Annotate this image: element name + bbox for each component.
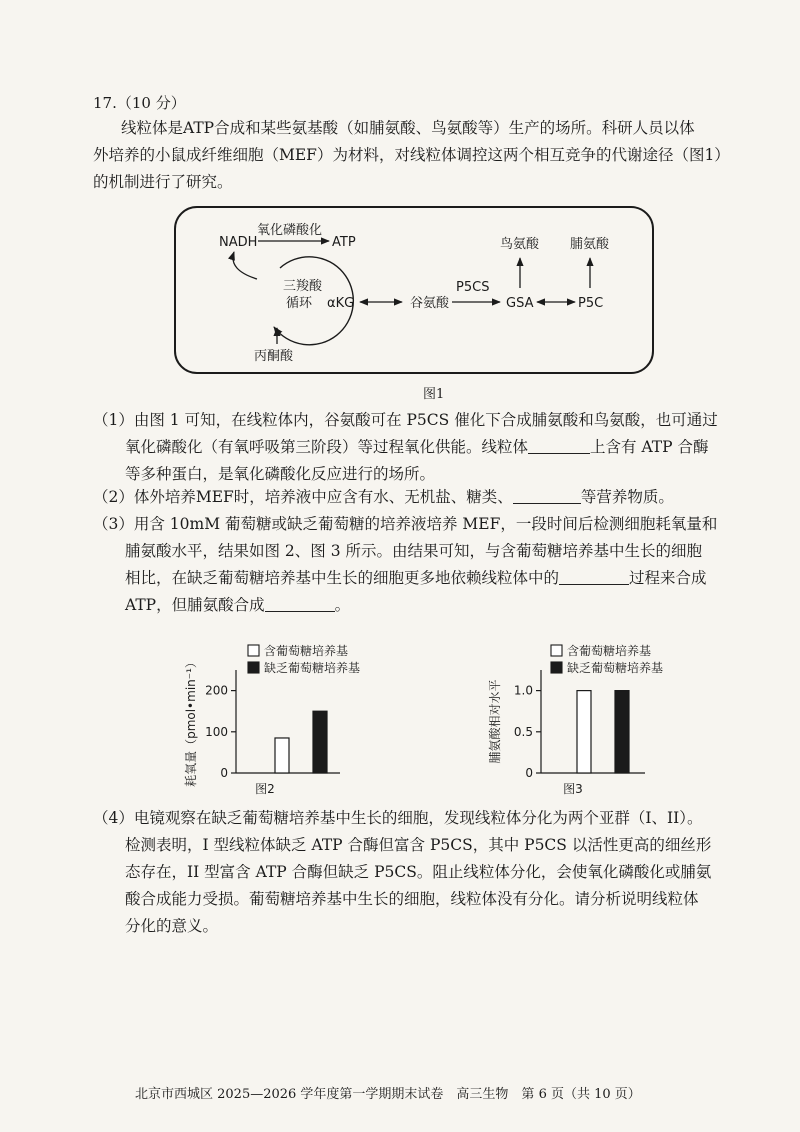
question-header <box>93 92 186 113</box>
figure3-ylabel: 脯氨酸相对水平 <box>488 679 502 764</box>
intro-line: 外培养的小鼠成纤维细胞（MEF）为材料，对线粒体调控这两个相互竞争的代谢途径（图1） <box>93 146 730 164</box>
label-nadh: NADH <box>219 235 258 250</box>
label-proline: 脯氨酸 <box>570 237 610 252</box>
figure3-chart <box>485 640 725 800</box>
legend-label: 缺乏葡萄糖培养基 <box>567 661 664 675</box>
y-tick-label: 200 <box>205 683 228 698</box>
figure1-diagram <box>170 200 660 380</box>
bar-with-glucose <box>577 691 591 773</box>
answer-blank-4[interactable] <box>265 595 335 612</box>
legend-swatch <box>248 645 259 656</box>
label-tca-1: 三羧酸 <box>283 279 323 294</box>
label-ornithine: 鸟氨酸 <box>500 237 540 252</box>
bar-without-glucose <box>313 711 327 773</box>
part4 <box>93 805 733 940</box>
bar-with-glucose <box>275 738 289 773</box>
y-tick-label: 100 <box>205 724 228 739</box>
label-p5cs: P5CS <box>456 280 490 295</box>
legend-swatch <box>551 645 562 656</box>
answer-blank-3[interactable] <box>559 568 629 585</box>
y-tick-label: 0 <box>525 766 533 780</box>
legend-swatch <box>551 662 562 673</box>
figure1-caption: 图1 <box>423 387 445 402</box>
figure2-chart <box>180 640 425 800</box>
legend-label: 缺乏葡萄糖培养基 <box>264 661 361 675</box>
legend-swatch <box>248 662 259 673</box>
page-footer: 北京市西城区 2025—2026 学年度第一学期期末试卷 高三生物 第 6 页（共 10 页） <box>135 1087 641 1102</box>
legend-label: 含葡萄糖培养基 <box>567 644 652 658</box>
y-tick-label: 0.5 <box>513 724 533 739</box>
question-score: （10 分） <box>116 94 186 112</box>
label-atp: ATP <box>332 235 356 250</box>
part3-line: （3）用含 10mM 葡萄糖或缺乏葡萄糖的培养液培养 MEF，一段时间后检测细胞耗氧量和 <box>93 515 718 533</box>
legend-label: 含葡萄糖培养基 <box>264 644 349 658</box>
y-tick-label: 1.0 <box>513 683 533 698</box>
label-tca-2: 循环 <box>286 296 313 311</box>
answer-blank-1[interactable] <box>528 437 590 454</box>
question-number: 17. <box>93 94 117 112</box>
y-tick-label: 0 <box>220 766 228 780</box>
part1 <box>93 407 733 488</box>
figure2-title: 图2 <box>255 782 275 796</box>
question-intro <box>93 115 733 199</box>
label-glutamate: 谷氨酸 <box>410 296 450 311</box>
part4-line: 检测表明，I 型线粒体缺乏 ATP 合酶但富含 P5CS，其中 P5CS 以活性更高的细丝形 <box>125 836 712 854</box>
label-oxphos: 氧化磷酸化 <box>257 223 323 238</box>
intro-line: 的机制进行了研究。 <box>93 173 233 191</box>
part1-line: （1）由图 1 可知，在线粒体内，谷氨酸可在 P5CS 催化下合成脯氨酸和鸟氨酸，也可通过 <box>93 411 718 429</box>
part4-line: 态存在，II 型富含 ATP 合酶但缺乏 P5CS。阻止线粒体分化，会使氧化磷酸化或脯氨 <box>125 863 712 881</box>
figure2-ylabel: 耗氧量（pmol•min⁻¹） <box>184 656 198 787</box>
mitochondrion-outline <box>175 207 653 373</box>
part1-line: 等多种蛋白，是氧化磷酸化反应进行的场所。 <box>125 465 436 483</box>
part3: （3）用含 10mM 葡萄糖或缺乏葡萄糖的培养液培养 MEF，一段时间后检测细胞耗氧量和 脯氨酸水平，结果如图 2、图 3 所示。由结果可知，与含葡萄糖培养基中生长的细胞 相比，在缺乏葡萄糖培养基中生长的细胞更多地依赖线粒体中的 过程来合成 ATP，但脯氨酸合成 。 <box>93 511 733 619</box>
bar-without-glucose <box>615 691 629 773</box>
label-p5c: P5C <box>578 296 604 311</box>
part4-line: 酸合成能力受损。葡萄糖培养基中生长的细胞，线粒体没有分化。请分析说明线粒体 <box>125 890 699 908</box>
part4-line: 分化的意义。 <box>125 917 219 935</box>
label-akg: αKG <box>327 296 355 311</box>
part3-line: 脯氨酸水平，结果如图 2、图 3 所示。由结果可知，与含葡萄糖培养基中生长的细胞 <box>125 542 703 560</box>
answer-blank-2[interactable] <box>513 487 581 504</box>
part1-line-2: 氧化磷酸化（有氧呼吸第三阶段）等过程氧化供能。线粒体 上含有 ATP 合酶 <box>125 438 709 456</box>
label-gsa: GSA <box>506 296 534 311</box>
label-pyruvate: 丙酮酸 <box>254 349 294 364</box>
part4-line: （4）电镜观察在缺乏葡萄糖培养基中生长的细胞，发现线粒体分化为两个亚群（I、II）。 <box>93 809 703 827</box>
arrow-tca-to-nadh <box>233 252 257 279</box>
part2: （2）体外培养MEF时，培养液中应含有水、无机盐、糖类、 等营养物质。 <box>93 488 674 506</box>
intro-line: 线粒体是ATP合成和某些氨基酸（如脯氨酸、鸟氨酸等）生产的场所。科研人员以体 <box>121 119 695 137</box>
figure3-title: 图3 <box>563 782 583 796</box>
